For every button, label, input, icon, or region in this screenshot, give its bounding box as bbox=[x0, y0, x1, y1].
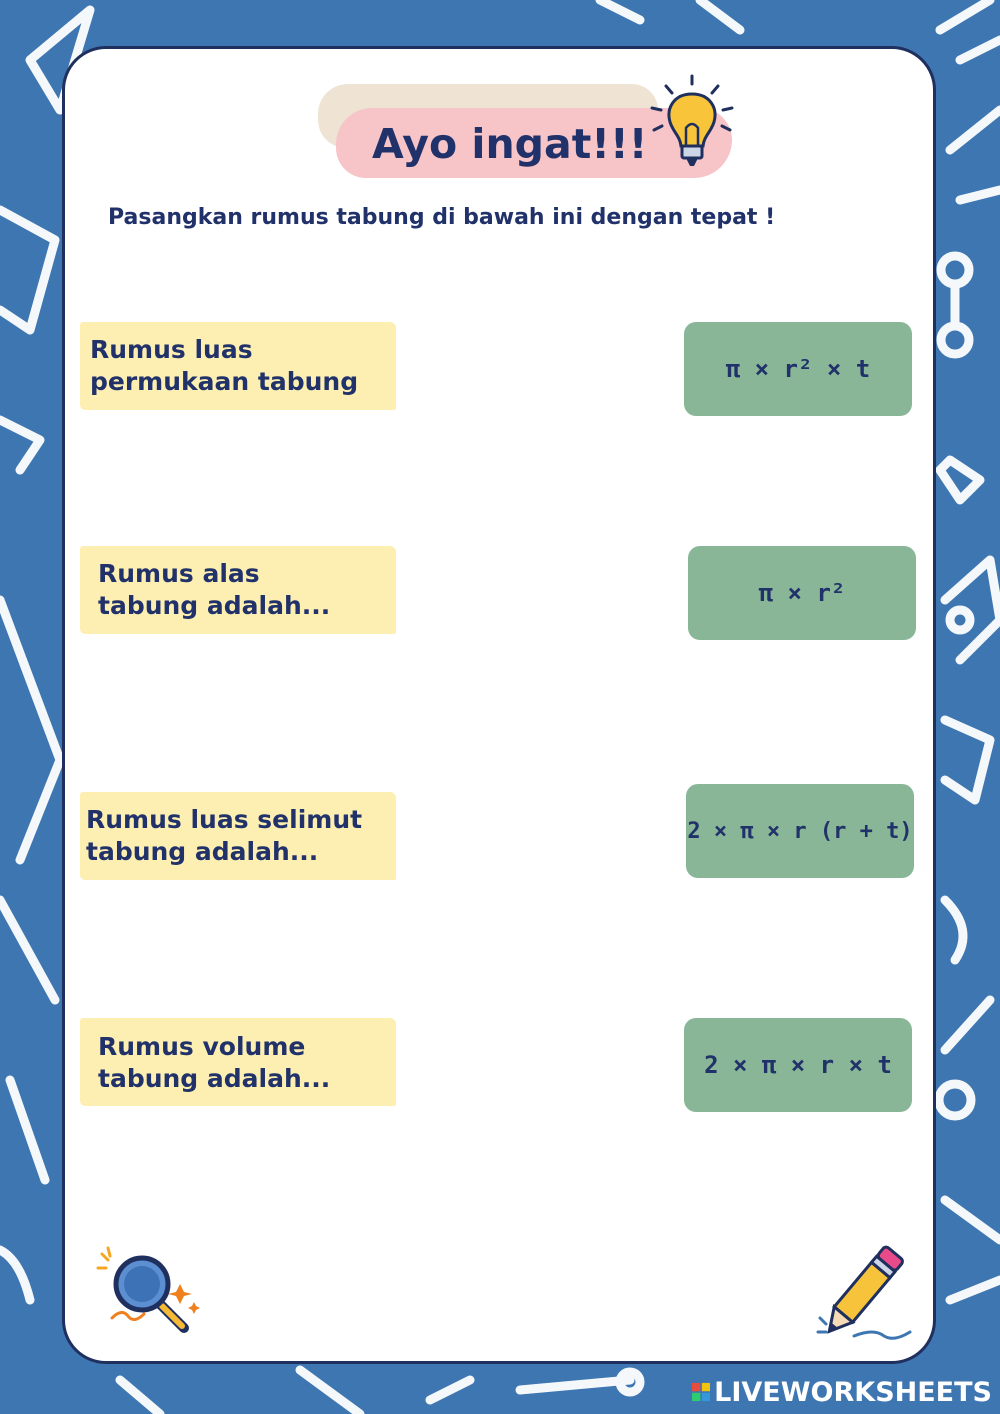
answer-card-4[interactable] bbox=[684, 1018, 912, 1112]
question-label-3: Rumus luas selimut tabung adalah... bbox=[86, 805, 363, 866]
answer-card-3[interactable] bbox=[686, 784, 914, 878]
magnifier-icon bbox=[94, 1246, 206, 1338]
liveworksheets-brand: LIVEWORKSHEETS bbox=[714, 1376, 992, 1408]
page-title: Ayo ingat!!! bbox=[372, 120, 648, 168]
liveworksheets-logo-icon bbox=[692, 1380, 710, 1404]
question-label-1: Rumus luas permukaan tabung bbox=[90, 335, 359, 396]
question-label-4: Rumus volume tabung adalah... bbox=[98, 1032, 331, 1093]
answer-card-2[interactable] bbox=[688, 546, 916, 640]
pencil-icon bbox=[814, 1240, 914, 1344]
answer-formula-3: 2 × π × r (r + t) bbox=[687, 818, 913, 844]
question-label-2: Rumus alas tabung adalah... bbox=[98, 559, 331, 620]
light-bulb-icon bbox=[646, 72, 738, 172]
liveworksheets-footer bbox=[692, 1374, 992, 1410]
answer-formula-1: π × r² × t bbox=[725, 355, 871, 383]
answer-formula-4: 2 × π × r × t bbox=[704, 1051, 892, 1079]
answer-formula-2: π × r² bbox=[758, 579, 846, 607]
worksheet-card bbox=[62, 46, 936, 1364]
instruction-text: Pasangkan rumus tabung di bawah ini dengan tepat ! bbox=[108, 205, 776, 230]
answer-card-1[interactable] bbox=[684, 322, 912, 416]
